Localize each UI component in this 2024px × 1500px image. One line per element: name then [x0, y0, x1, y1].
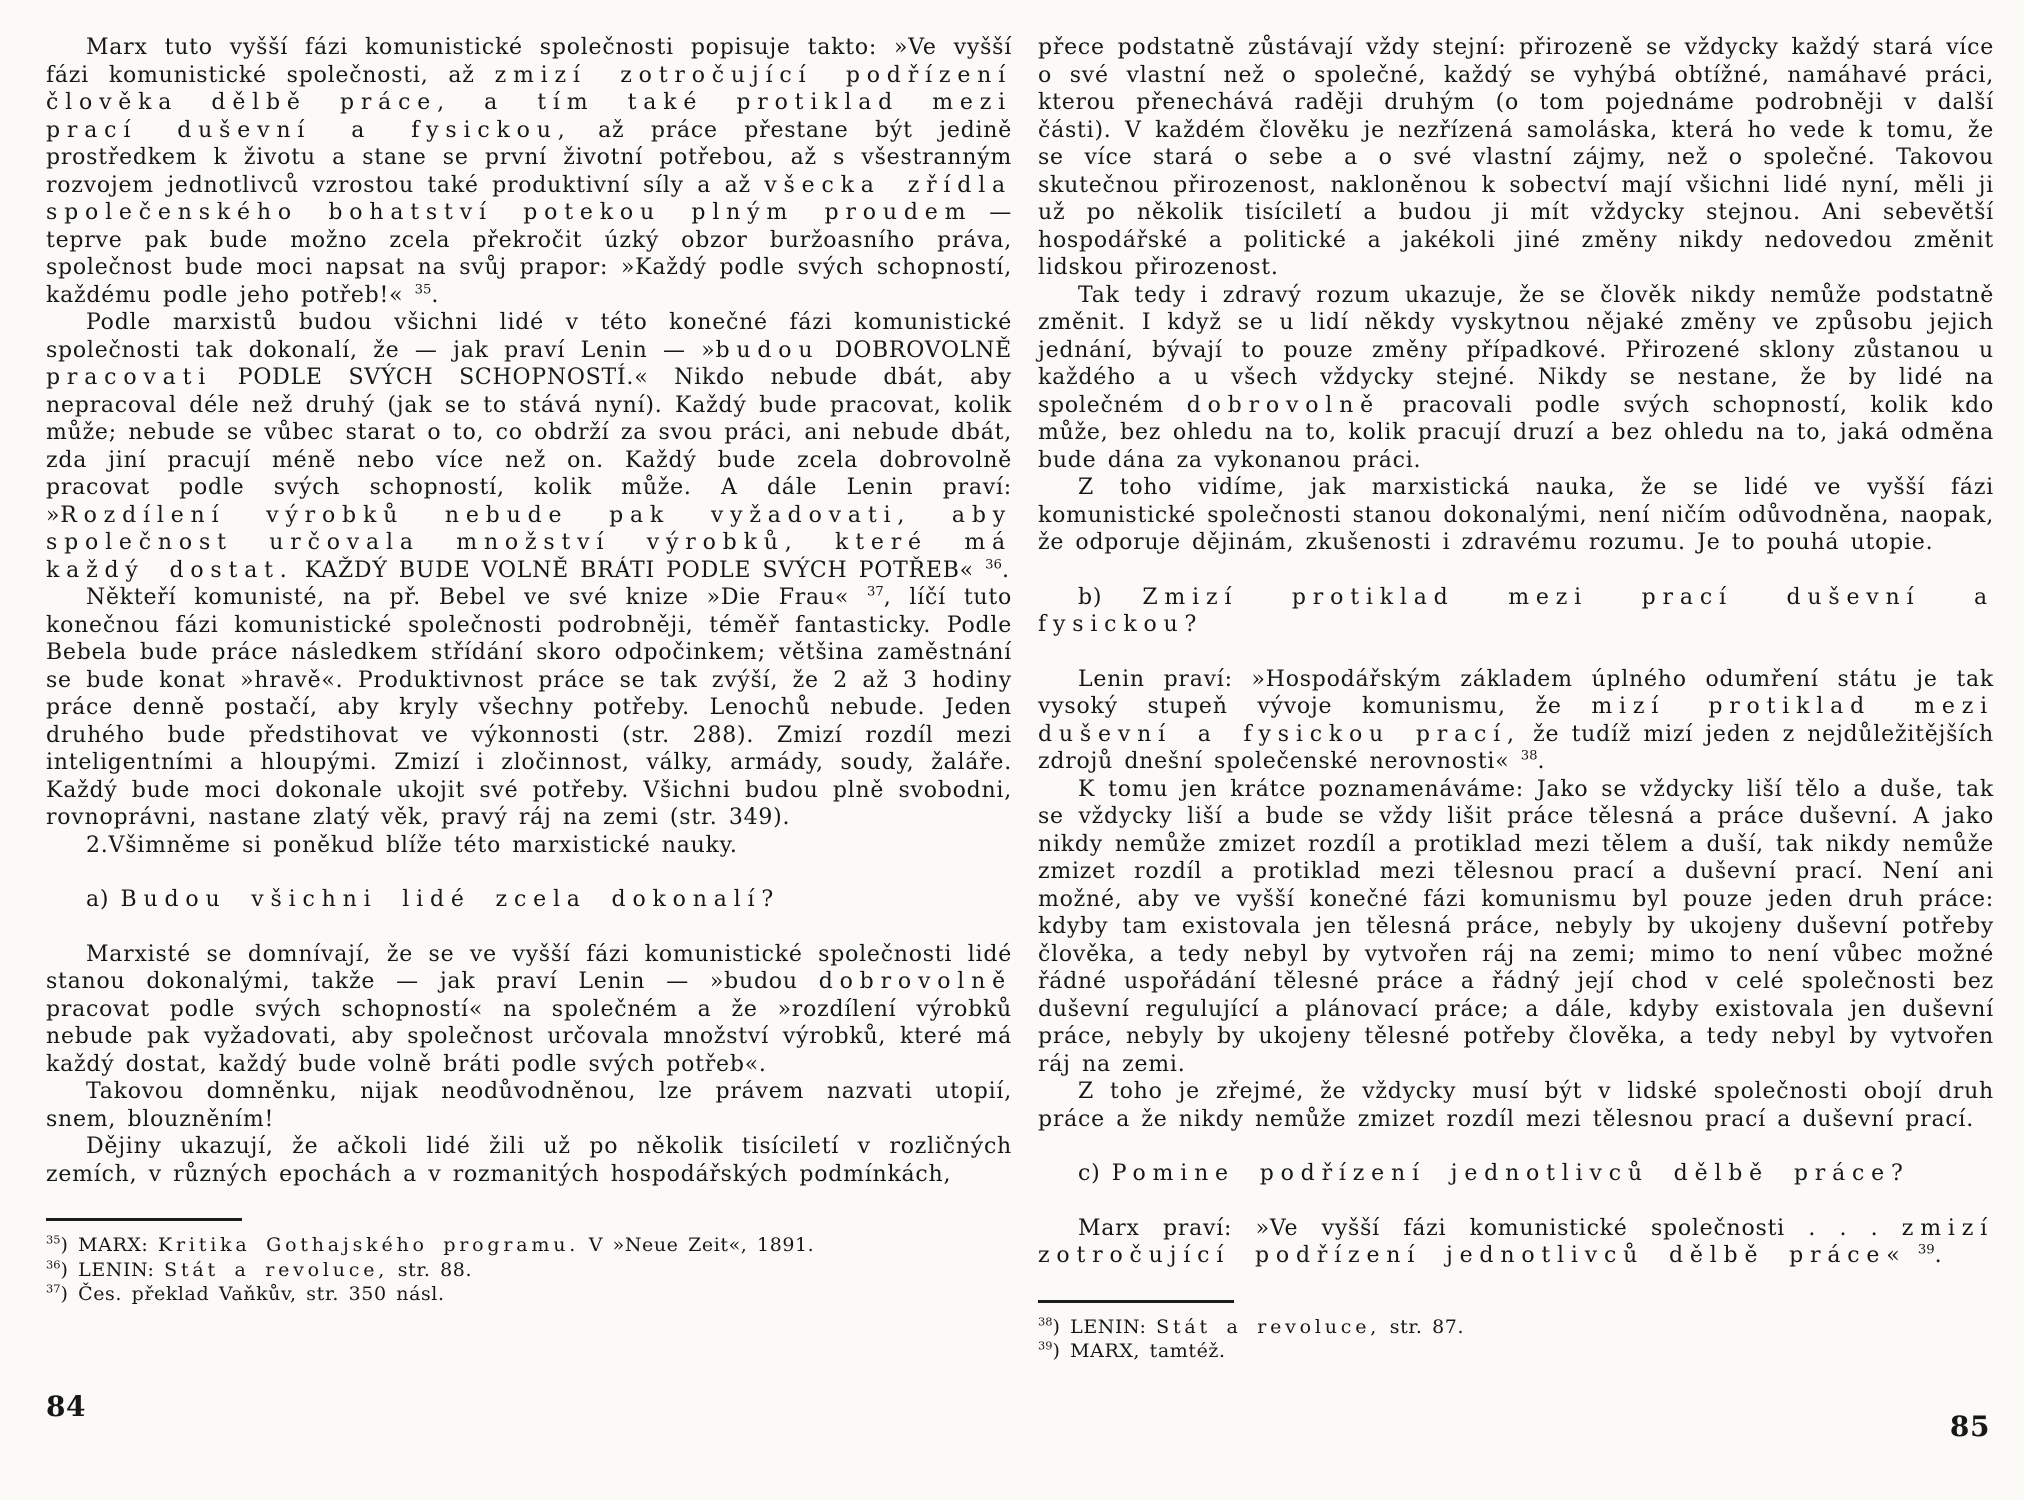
page-number-84: 84 [46, 1390, 87, 1423]
paragraph: přece podstatně zůstávají vždy stejní: přirozeně se vždycky každý stará více o své vlastní než o společné, každý se vyhýbá obtížné, namáhavé práci, kterou přenechává raději druhým (o tom pojednáme podrobněji v další části). V každém člověku je nezřízená samoláska, která ho vede k tomu, že se více stará o sebe a o své vlastní zájmy, než o společné. Takovou skutečnou přirozenost, nakloněnou k sobectví mají všichni lidé nyní, měli ji už po několik tisíciletí a budou ji mít vždycky stejnou. Ani sebevětší hospodářské a politické a jakékoli jiné změny nikdy nedovedou změnit lidskou přirozenost. [1038, 35, 1994, 280]
footnote-35: $^{35}$) MARX: Kritika Gothajského programu. V »Neue Zeit«, 1891. [46, 1232, 815, 1256]
paragraph: Podle marxistů budou všichni lidé v této konečné fázi komunistické společnosti tak dokonalí, že — jak praví Lenin — »budou DOBROVOLNĚ pracovati PODLE SVÝCH SCHOPNOSTÍ.« Nikdo nebude dbát, aby nepracoval déle než druhý (jak se to stává nyní). Každý bude pracovat, kolik může; nebude se vůbec starat o to, co obdrží za svou práci, ani nebude dbát, zda jiní pracují méně nebo více než on. Každý bude zcela dobrovolně pracovat podle svých schopností, kolik může. A dále Lenin praví: »Rozdílení výrobků nebude pak vyžadovati, aby společnost určovala množství výrobků, které má každý dostat. KAŽDÝ BUDE VOLNĚ BRÁTI PODLE SVÝCH POTŘEB« $^{36}$. [46, 310, 1012, 583]
footnote-36: $^{36}$) LENIN: Stát a revoluce, str. 88. [46, 1257, 473, 1281]
paragraph: Lenin praví: »Hospodářským základem úplného odumření státu je tak vysoký stupeň vývoje komunismu, že mizí protiklad mezi duševní a fysickou prací, že tudíž mizí jeden z nejdůležitějších zdrojů dnešní společenské nerovnosti« $^{38}$. [1038, 666, 1994, 774]
paragraph: Někteří komunisté, na př. Bebel ve své knize »Die Frau« $^{37}$, líčí tuto konečnou fázi komunistické společnosti podrobněji, téměř fantasticky. Podle Bebela bude práce následkem střídání skoro odpočinkem; většina zaměstnání se bude konat »hravě«. Produktivnost práce se tak zvýší, že 2 až 3 hodiny práce denně postačí, aby kryly všechny potřeby. Lenochů nebude. Jeden druhého bude předstihovat ve výkonnosti (str. 288). Zmizí rozdíl mezi inteligentními a hloupými. Zmizí i zločinnost, války, armády, soudy, žaláře. Každý bude moci dokonale ukojit své potřeby. Všichni budou plně svobodni, rovnoprávni, nastane zlatý věk, pravý ráj na zemi (str. 349). [46, 584, 1012, 830]
section-heading-c: c) Pomine podřízení jednotlivců dělbě práce? [1078, 1161, 1910, 1186]
footnote-37: $^{37}$) Čes. překlad Vaňkův, str. 350 násl. [46, 1281, 445, 1305]
page-84-footnotes [46, 1233, 1012, 1307]
paragraph: Tak tedy i zdravý rozum ukazuje, že se člověk nikdy nemůže podstatně změnit. I když se u lidí někdy vyskytnou nějaké změny ve způsobu jejich jednání, bývají to pouze změny případkové. Přirozené sklony zůstanou u každého a u všech vždycky stejné. Nikdy se nestane, že by lidé na společném dobrovolně pracovali podle svých schopností, kolik kdo může, bez ohledu na to, kolik pracují druzí a bez ohledu na to, jaká odměna bude dána za vykonanou práci. [1038, 282, 1994, 473]
paragraph: Z toho je zřejmé, že vždycky musí být v lidské společnosti obojí druh práce a že nikdy nemůže zmizet rozdíl mezi tělesnou prací a duševní prací. [1038, 1079, 1994, 1132]
page-84-text [46, 34, 1012, 1188]
footnote-39: $^{39}$) MARX, tamtéž. [1038, 1338, 1226, 1362]
section-heading-b: b) Zmizí protiklad mezi prací duševní a fysickou? [1038, 584, 1994, 637]
paragraph: Z toho vidíme, jak marxistická nauka, že se lidé ve vyšší fázi komunistické společnosti stanou dokonalými, není ničím odůvodněna, naopak, že odporuje dějinám, zkušenosti i zdravému rozumu. Je to pouhá utopie. [1038, 475, 1994, 555]
page-85-text [1038, 34, 1994, 1270]
paragraph: K tomu jen krátce poznamenáváme: Jako se vždycky liší tělo a duše, tak se vždycky liší a bude se vždy lišit práce tělesná a práce duševní. A jako nikdy nemůže zmizet rozdíl a protiklad mezi tělem a duší, tak nikdy nemůže zmizet rozdíl a protiklad mezi tělesnou prací a duševní prací. Není ani možné, aby ve vyšší konečné fázi komunismu byl pouze jeden druh práce: kdyby tam existovala jen tělesná práce, nebyly by ukojeny duševní potřeby člověka, a tedy nebyl by vytvořen ráj na zemi; mimo to není vůbec možné řádné uspořádání tělesné práce a řádný její chod v celé společnosti bez duševní regulující a plánovací práce; a dále, kdyby existovala jen duševní práce, nebyly by ukojeny tělesné potřeby člověka, a tedy nebyl by vytvořen ráj na zemi. [1038, 776, 1994, 1077]
paragraph: Takovou domněnku, nijak neodůvodněnou, lze právem nazvati utopií, snem, blouzněním! [46, 1079, 1012, 1132]
footnote-divider [1038, 1300, 1234, 1303]
section-heading-a: a) Budou všichni lidé zcela dokonalí? [86, 887, 780, 912]
page-85 [1038, 34, 1994, 1454]
paragraph: Marx tuto vyšší fázi komunistické společnosti popisuje takto: »Ve vyšší fázi komunistické společnosti, až zmizí zotročující podřízení člověka dělbě práce, a tím také protiklad mezi prací duševní a fysickou, až práce přestane být jedině prostředkem k životu a stane se první životní potřebou, až s všestranným rozvojem jednotlivců vzrostou také produktivní síly a až všecka zřídla společenského bohatství potekou plným proudem — teprve pak bude možno zcela překročit úzký obzor buržoasního práva, společnost bude moci napsat na svůj prapor: »Každý podle svých schopností, každému podle jeho potřeb!« $^{35}$. [46, 35, 1013, 308]
footnote-divider [46, 1218, 242, 1221]
page-number-85: 85 [1949, 1410, 1990, 1443]
page-84 [46, 34, 1012, 1454]
paragraph: 2.Všimněme si poněkud blíže této marxistické nauky. [86, 832, 738, 858]
page-85-footnotes [1038, 1315, 1994, 1364]
paragraph: Marxisté se domnívají, že se ve vyšší fázi komunistické společnosti lidé stanou dokonalými, takže — jak praví Lenin — »budou dobrovolně pracovat podle svých schopností« na společném a že »rozdílení výrobků nebude pak vyžadovati, aby společnost určovala množství výrobků, které má každý dostat, každý bude volně bráti podle svých potřeb«. [46, 941, 1012, 1077]
paragraph: Marx praví: »Ve vyšší fázi komunistické společnosti . . . zmizí zotročující podřízení jednotlivců dělbě práce« $^{39}$. [1038, 1215, 1994, 1268]
paragraph: Dějiny ukazují, že ačkoli lidé žili už po několik tisíciletí v rozličných zemích, v různých epochách a v rozmanitých hospodářských podmínkách, [46, 1134, 1012, 1187]
footnote-38: $^{38}$) LENIN: Stát a revoluce, str. 87. [1038, 1314, 1465, 1338]
